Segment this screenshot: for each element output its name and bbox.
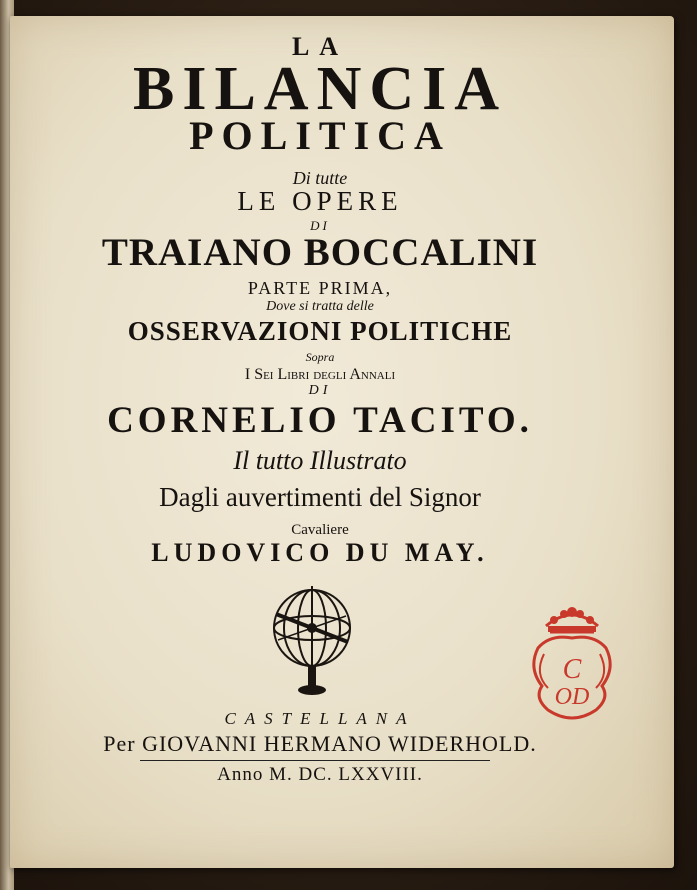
title-di-1: DI [310,218,330,233]
subtitle-libri: I Sei Libri degli Annali [244,366,396,383]
avvertimenti-line: Dagli auvertimenti del Signor [159,482,481,512]
date-line: Anno M. DC. LXXVIII. [217,764,423,785]
svg-text:C: C [562,654,582,685]
author-name: TRAIANO BOCCALINI [101,231,539,274]
tacitus-name: CORNELIO TACITO. [107,400,533,441]
title-second: POLITICA [189,113,451,158]
subtitle-osservazioni: OSSERVAZIONI POLITICHE [127,316,513,346]
title-page [10,16,674,868]
title-article: LA [291,32,349,61]
subtitle-dove: Dove si tratta delle [266,299,374,314]
title-main: BILANCIA [132,55,508,123]
printer-line: Per GIOVANNI HERMANO WIDERHOLD. [103,731,537,756]
title-di-2: DI [308,383,332,398]
svg-text:OD: OD [554,684,590,710]
armillary-sphere-icon [264,584,360,700]
crowned-monogram-stamp-icon [524,598,620,728]
part-label: PARTE PRIMA, [247,278,393,298]
illustrated-line: Il tutto Illustrato [233,446,407,475]
subtitle-sopra: Sopra [305,350,335,364]
divider-rule [140,760,490,761]
place-line: CASTELLANA [224,709,416,728]
title-le-opere: LE OPERE [237,186,403,216]
title-di-tutte: Di tutte [292,168,348,188]
editor-name: LUDOVICO DU MAY. [151,538,489,567]
cavaliere-line: Cavaliere [291,522,349,538]
